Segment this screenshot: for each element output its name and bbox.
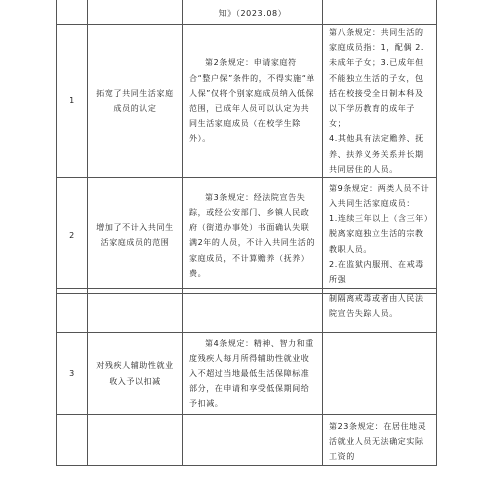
cell-change [88, 415, 183, 466]
cell-change: 拓宽了共同生活家庭成员的认定 [88, 25, 183, 178]
table-row [57, 25, 437, 178]
table-row [57, 0, 437, 25]
cell-no: 2 [57, 177, 88, 293]
new-rule-line: 2.在监狱内服刑、在戒毒所强 [329, 259, 424, 284]
cell-new-rule-header [323, 0, 437, 25]
new-rule-line: 1.连续三年以上（含三年）脱离家庭独立生活的宗教教职人员。 [329, 214, 429, 254]
comparison-table-bottom [56, 288, 437, 466]
cell-no [57, 0, 88, 25]
cell-new-rule [323, 289, 437, 333]
cell-no [57, 415, 88, 466]
cell-old-rule: 第4条规定：精神、智力和重度残疾人每月所得辅助性就业收入不超过当地最低生活保障标准部分，在申请和享受低保期间给予扣减。 [183, 333, 323, 415]
cell-no: 1 [57, 25, 88, 178]
table-row [57, 333, 437, 415]
comparison-table-top [56, 0, 437, 294]
cell-new-rule [323, 333, 437, 415]
cell-change [88, 289, 183, 333]
cell-old-rule [183, 289, 323, 333]
cell-no [57, 289, 88, 333]
cell-new-rule [323, 177, 437, 293]
new-rule-line: 制隔离戒毒或者由人民法院宣告失踪人员。 [329, 294, 424, 319]
cell-change: 增加了不计入共同生活家庭成员的范围 [88, 177, 183, 293]
cell-old-rule [183, 415, 323, 466]
cell-new-rule [323, 25, 437, 178]
new-rule-line: 4.其他具有法定赡养、抚养、扶养义务关系并长期共同居住的人员。 [329, 134, 424, 174]
cell-old-rule: 第2条规定：申请家庭符合“整户保”条件的，不得实施“单人保”仅将个别家庭成员纳入低保范围，已成年人员可以认定为共同生活家庭成员（在校学生除外）。 [183, 25, 323, 178]
cell-no: 3 [57, 333, 88, 415]
cell-old-rule-header: 知》（2023.08） [183, 0, 323, 25]
new-rule-line: 第9条规定：两类人员不计入共同生活家庭成员： [329, 183, 430, 209]
new-rule-line: 第八条规定：共同生活的家庭成员指：1，配偶 2.未成年子女；3.已成年但不能独立生活的子女，包括在校接受全日制本科及以下学历教育的成年子女； [329, 28, 425, 129]
cell-change: 对残疾人辅助性就业收入予以扣减 [88, 333, 183, 415]
cell-new-rule [323, 415, 437, 466]
cell-change [88, 0, 183, 25]
table-row [57, 289, 437, 333]
table-row [57, 177, 437, 293]
table-row [57, 415, 437, 466]
new-rule-line: 第23条规定：在居住地灵活就业人员无法确定实际工资的 [329, 422, 427, 462]
cell-old-rule: 第3条规定：经法院宣告失踪，或经公安部门、乡镇人民政府（街道办事处）书面确认失联满2年的人员，不计入共同生活的家庭成员，不计算赡养（抚养）费。 [183, 177, 323, 293]
